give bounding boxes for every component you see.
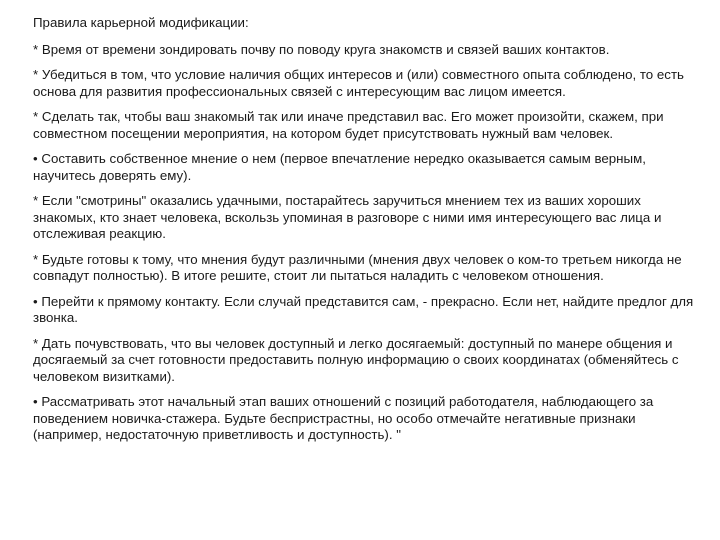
- document-title: Правила карьерной модификации:: [33, 15, 249, 30]
- document-body: [33, 15, 698, 453]
- rule-paragraph-9: • Рассматривать этот начальный этап ваших отношений с позиций работодателя, наблюдающего за поведением новичка-стажера. Будьте беспристрастны, но особо отмечайте негативные признаки (например, недостаточную приветливость и доступность). ": [33, 394, 654, 442]
- rule-paragraph-3: * Сделать так, чтобы ваш знакомый так или иначе представил вас. Его может произойти, скажем, при совместном посещении мероприятия, на котором будет присутствовать нужный вам человек.: [33, 109, 664, 141]
- rule-paragraph-5: * Если "смотрины" оказались удачными, постарайтесь заручиться мнением тех из ваших хороших знакомых, кто знает человека, вскользь упоминая в разговоре с ними имя интересующего вас лица и отслеживая реакцию.: [33, 193, 662, 241]
- rule-paragraph-2: * Убедиться в том, что условие наличия общих интересов и (или) совместного опыта соблюдено, то есть основа для развития профессиональных связей с интересующим вас лицом имеется.: [33, 67, 684, 99]
- rule-paragraph-7: • Перейти к прямому контакту. Если случай представится сам, - прекрасно. Если нет, найдите предлог для звонка.: [33, 293, 694, 325]
- rule-paragraph-8: * Дать почувствовать, что вы человек доступный и легко досягаемый: доступный по манере общения и досягаемый за счет готовности предоставить полную информацию о своих координатах (обменяйтесь с человеком визитками).: [33, 335, 679, 384]
- rule-paragraph-1: * Время от времени зондировать почву по поводу круга знакомств и связей ваших контактов.: [33, 41, 610, 57]
- rule-paragraph-6: * Будьте готовы к тому, что мнения будут различными (мнения двух человек о ком-то третьем никогда не совпадут полностью). В итоге решите, стоит ли пытаться наладить с человеком отношения.: [33, 251, 682, 283]
- rule-paragraph-4: • Составить собственное мнение о нем (первое впечатление нередко оказывается самым верным, научитесь доверять ему).: [33, 151, 646, 183]
